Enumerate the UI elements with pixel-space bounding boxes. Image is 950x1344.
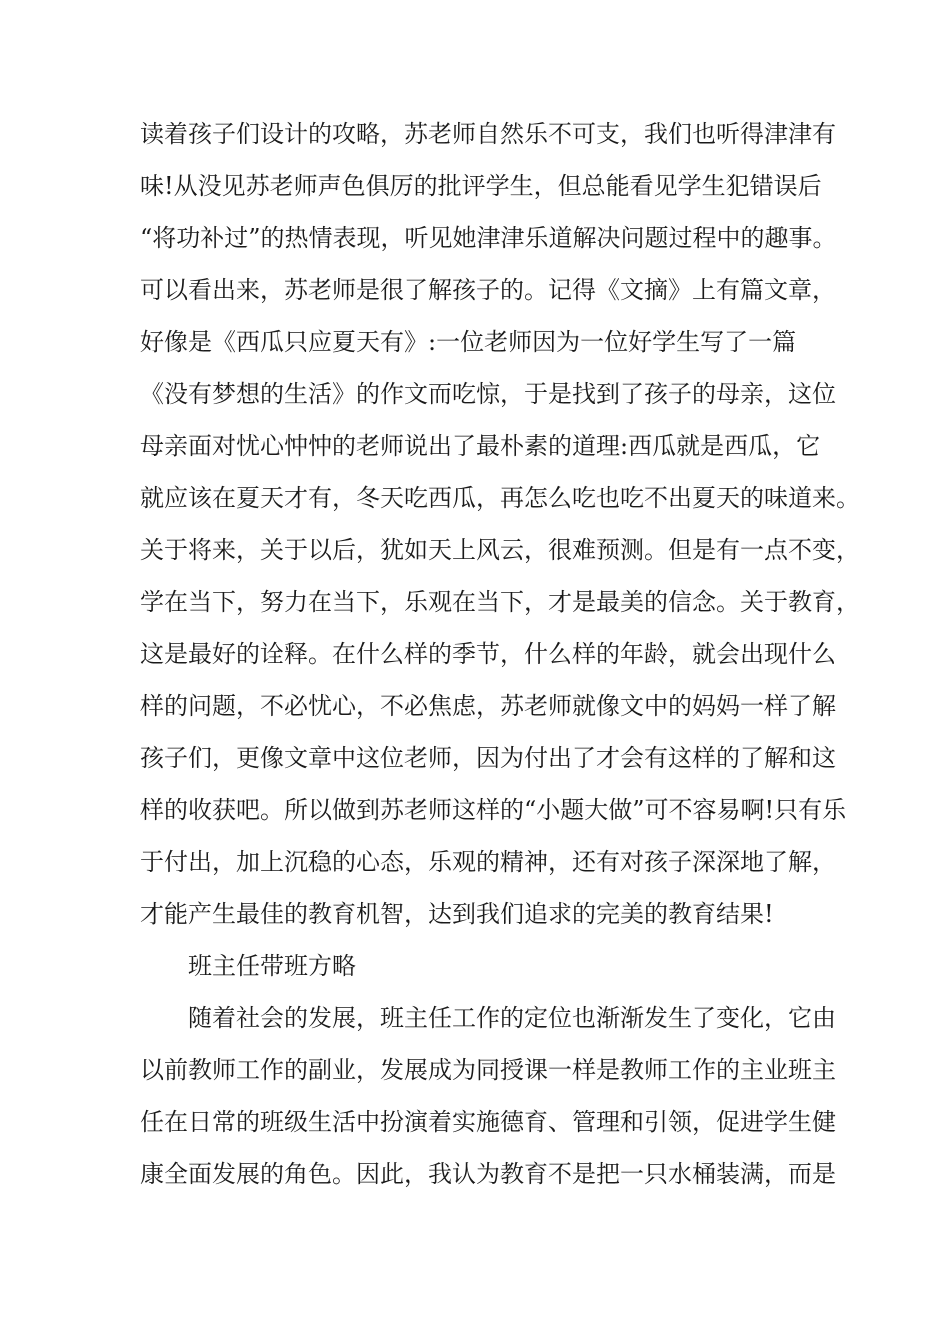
paragraph-line: 样的问题，不必忧心，不必焦虑，苏老师就像文中的妈妈一样了解 xyxy=(140,692,836,720)
paragraph-line: 学在当下，努力在当下，乐观在当下，才是最美的信念。关于教育， xyxy=(140,588,860,616)
section-paragraph-line: 随着社会的发展，班主任工作的定位也渐渐发生了变化，它由 xyxy=(188,1004,836,1032)
section-paragraph-line: 康全面发展的角色。因此，我认为教育不是把一只水桶装满，而是 xyxy=(140,1160,836,1188)
paragraph-line: 于付出，加上沉稳的心态，乐观的精神，还有对孩子深深地了解， xyxy=(140,848,836,876)
paragraph-line: “将功补过”的热情表现，听见她津津乐道解决问题过程中的趣事。 xyxy=(140,224,837,252)
paragraph-line: 样的收获吧。所以做到苏老师这样的“小题大做”可不容易啊!只有乐 xyxy=(140,796,847,824)
section-title: 班主任带班方略 xyxy=(188,952,356,980)
paragraph-line: 可以看出来，苏老师是很了解孩子的。记得《文摘》上有篇文章， xyxy=(140,276,836,304)
paragraph-line: 这是最好的诠释。在什么样的季节，什么样的年龄，就会出现什么 xyxy=(140,640,836,668)
paragraph-line: 就应该在夏天才有，冬天吃西瓜，再怎么吃也吃不出夏天的味道来。 xyxy=(140,484,860,512)
paragraph-line: 好像是《西瓜只应夏天有》:一位老师因为一位好学生写了一篇 xyxy=(140,328,797,356)
paragraph-line: 母亲面对忧心忡忡的老师说出了最朴素的道理:西瓜就是西瓜，它 xyxy=(140,432,821,460)
paragraph-line: 关于将来，关于以后，犹如天上风云，很难预测。但是有一点不变， xyxy=(140,536,860,564)
section-paragraph-line: 以前教师工作的副业，发展成为同授课一样是教师工作的主业班主 xyxy=(140,1056,836,1084)
paragraph-line: 《没有梦想的生活》的作文而吃惊，于是找到了孩子的母亲，这位 xyxy=(140,380,836,408)
paragraph-line: 才能产生最佳的教育机智，达到我们追求的完美的教育结果! xyxy=(140,900,774,928)
body-text xyxy=(140,108,860,1200)
paragraph-line: 味!从没见苏老师声色俱厉的批评学生，但总能看见学生犯错误后 xyxy=(140,172,822,200)
paragraph-line: 读着孩子们设计的攻略，苏老师自然乐不可支，我们也听得津津有 xyxy=(140,120,836,148)
paragraph-line: 孩子们，更像文章中这位老师，因为付出了才会有这样的了解和这 xyxy=(140,744,836,772)
section-paragraph-line: 任在日常的班级生活中扮演着实施德育、管理和引领，促进学生健 xyxy=(140,1108,836,1136)
